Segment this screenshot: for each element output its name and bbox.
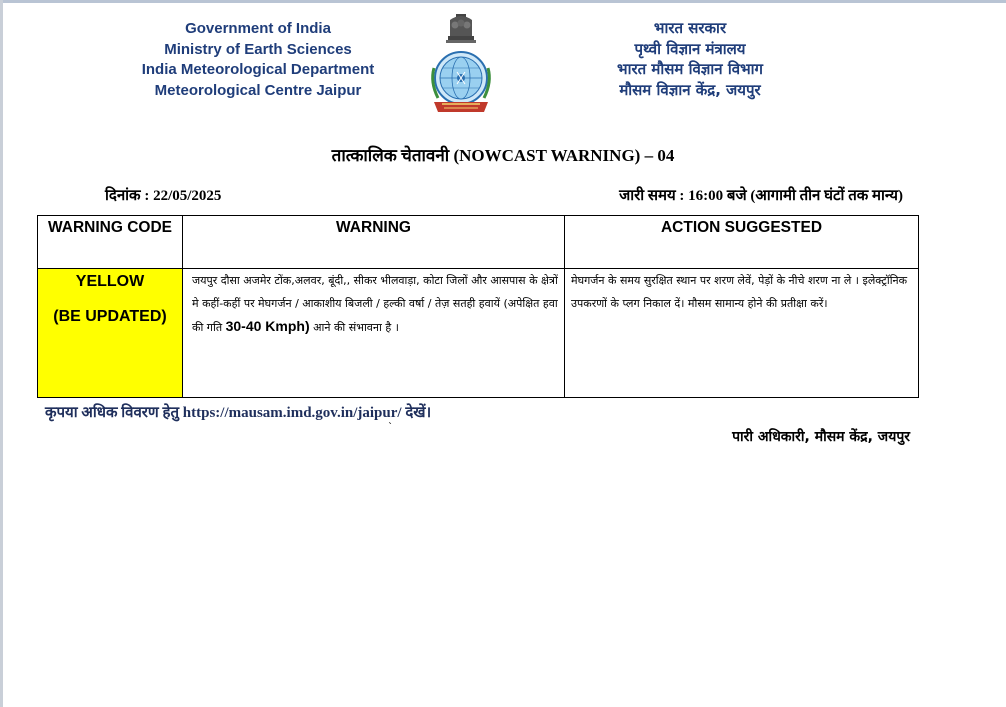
imd-emblem-icon (428, 12, 494, 118)
english-header (108, 19, 408, 101)
header-action-label: ACTION SUGGESTED (660, 219, 823, 236)
action-text: मेघगर्जन के समय सुरक्षित स्थान पर शरण लेवें, पेड़ों के नीचे शरण ना ले । इलेक्ट्रॉनिक उपकरणों के प्लग निकाल दें। मौसम सामान्य होने की प्रतीक्षा करें। (571, 274, 908, 310)
header-warning-code-label: WARNING CODE (48, 219, 172, 236)
warning-text: जयपुर दौसा अजमेर टोंक,अलवर, बूंदी,, सीकर भीलवाड़ा, कोटा जिलों और आसपास के क्षेत्रों मे कहीं-कहीं पर मेघगर्जन / आकाशीय बिजली / हल्की वर्षा / तेज़ सतही हवायें (अपेक्षित हवा की गति (192, 274, 558, 334)
header-line-gov-hindi: भारत सरकार (653, 19, 727, 37)
wind-speed: 30-40 Kmph) (225, 318, 310, 334)
header-line-department: India Meteorological Department (141, 61, 375, 78)
signature: पारी अधिकारी, मौसम केंद्र, जयपुर (732, 429, 910, 445)
header-line-department-hindi: भारत मौसम विज्ञान विभाग (617, 60, 763, 78)
warning-level: YELLOW (75, 273, 145, 290)
issue-time: जारी समय : 16:00 बजे (आगामी तीन घंटों तक मान्य) (619, 188, 903, 204)
more-info-text: कृपया अधिक विवरण हेतु https://mausam.imd.gov.in/jaipur/ देखें। (45, 405, 432, 421)
header-line-ministry-hindi: पृथ्वी विज्ञान मंत्रालय (634, 39, 746, 58)
document-title: तात्कालिक चेतावनी (NOWCAST WARNING) – 04 (331, 146, 675, 165)
table-row (38, 269, 919, 398)
header-warning (183, 216, 565, 269)
window-left-border (0, 0, 3, 707)
warning-code-cell (38, 269, 183, 398)
header-line-centre: Meteorological Centre Jaipur (154, 81, 362, 99)
issue-date: दिनांक : 22/05/2025 (105, 188, 222, 204)
header-line-ministry: Ministry of Earth Sciences (164, 40, 352, 58)
warning-text-end: आने की संभावना है । (313, 321, 399, 334)
warning-level-note: (BE UPDATED) (53, 308, 167, 325)
warning-table (37, 215, 919, 398)
header-warning-code (38, 216, 183, 269)
header-line-centre-hindi: मौसम विज्ञान केंद्र, जयपुर (619, 80, 761, 99)
warning-text-cell (183, 269, 565, 398)
window-top-border (0, 0, 1006, 3)
hindi-header (575, 18, 805, 100)
header-action-suggested (565, 216, 919, 269)
table-header-row (38, 216, 919, 269)
stray-mark: ` (388, 422, 393, 433)
action-cell (565, 269, 919, 398)
header-warning-label: WARNING (336, 219, 411, 236)
header-line-gov: Government of India (185, 20, 331, 37)
